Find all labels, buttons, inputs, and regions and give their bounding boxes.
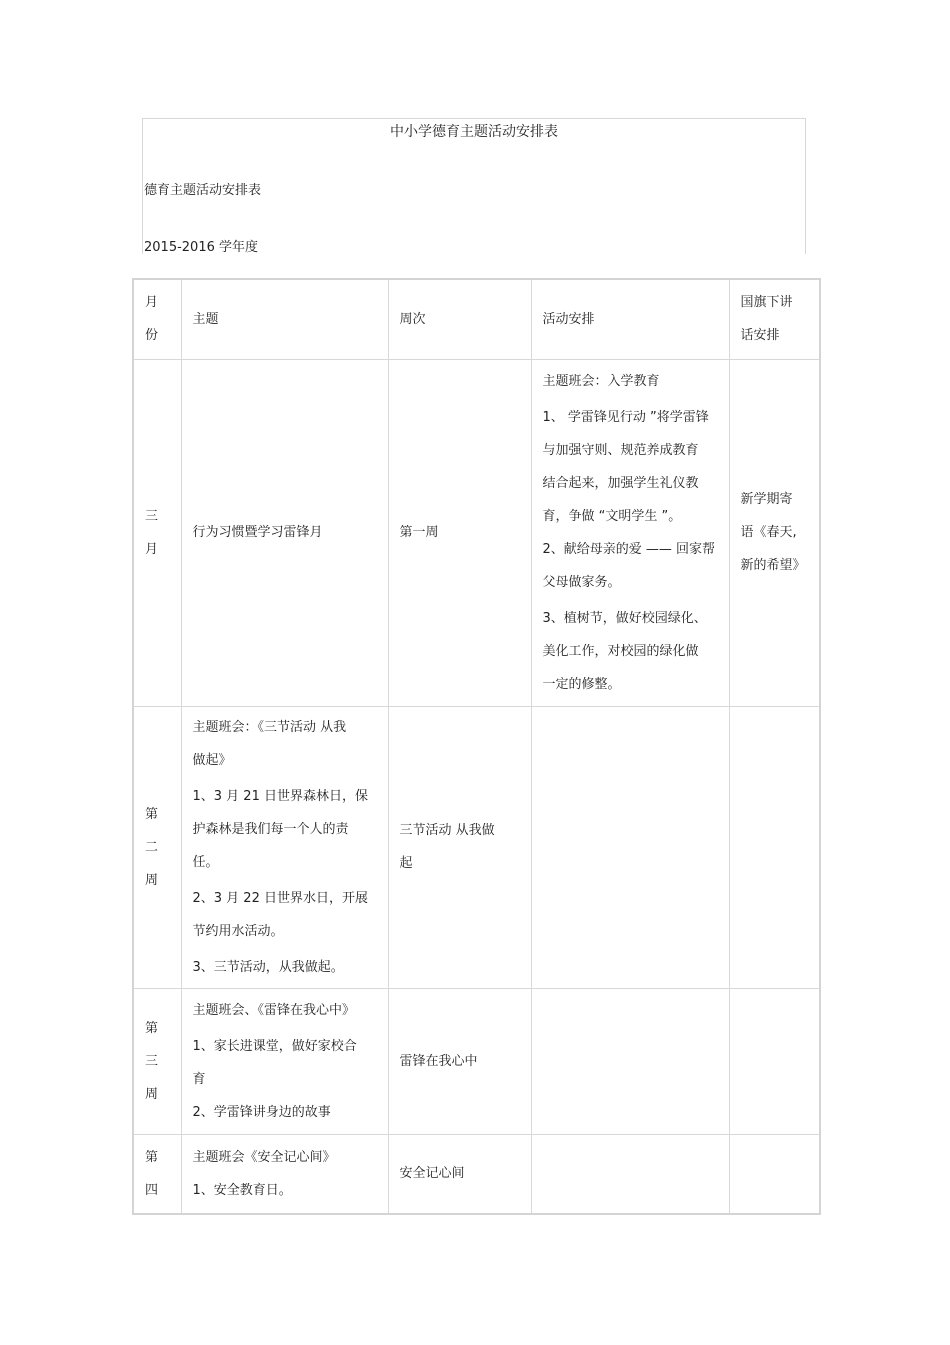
week-cell: 雷锋在我心中 xyxy=(388,988,531,1134)
activity-cell xyxy=(531,988,729,1134)
header-activity: 活动安排 xyxy=(531,279,729,359)
flag-speech-cell xyxy=(729,706,820,988)
table-row xyxy=(133,1134,820,1214)
table-header-row xyxy=(133,279,820,359)
header-flag-speech: 国旗下讲 话安排 xyxy=(729,279,820,359)
document-subtitle: 德育主题活动安排表 xyxy=(144,183,262,198)
week-cell: 安全记心间 xyxy=(388,1134,531,1214)
theme-cell: 主题班会《安全记心间》 1、安全教育日。 xyxy=(181,1134,388,1214)
table-row xyxy=(133,359,820,706)
activity-schedule-table xyxy=(132,278,821,1215)
week-cell: 三节活动 从我做 起 xyxy=(388,706,531,988)
month-cell: 第 四 xyxy=(133,1134,181,1214)
header-month: 月 份 xyxy=(133,279,181,359)
table-row xyxy=(133,988,820,1134)
school-year: 2015-2016 学年度 xyxy=(144,240,258,255)
theme-cell: 行为习惯暨学习雷锋月 xyxy=(181,359,388,706)
header-theme: 主题 xyxy=(181,279,388,359)
document-header xyxy=(142,118,806,254)
week-cell: 第一周 xyxy=(388,359,531,706)
table-row xyxy=(133,706,820,988)
month-cell: 第 二 周 xyxy=(133,706,181,988)
theme-cell: 主题班会、《雷锋在我心中》 1、家长进课堂，做好家校合 育 2、学雷锋讲身边的故事 xyxy=(181,988,388,1134)
activity-cell xyxy=(531,1134,729,1214)
activity-cell xyxy=(531,706,729,988)
activity-cell: 主题班会：入学教育 1、 学雷锋见行动 ”将学雷锋 与加强守则、规范养成教育 结合起来，加强学生礼仪教 育，争做 “文明学生 ”。 2、献给母亲的爱 —— 回家帮 父母做家务。 3、植树节，做好校园绿化、 美化工作，对校园的绿化做 一定的修整。 xyxy=(531,359,729,706)
flag-speech-cell xyxy=(729,1134,820,1214)
month-cell: 三 月 xyxy=(133,359,181,706)
flag-speech-cell xyxy=(729,988,820,1134)
document-title: 中小学德育主题活动安排表 xyxy=(390,124,558,140)
flag-speech-cell: 新学期寄 语《春天, 新的希望》 xyxy=(729,359,820,706)
header-week: 周次 xyxy=(388,279,531,359)
month-cell: 第 三 周 xyxy=(133,988,181,1134)
theme-cell: 主题班会：《三节活动 从我 做起》 1、3 月 21 日世界森林日，保 护森林是我们每一个人的责 任。 2、3 月 22 日世界水日，开展 节约用水活动。 3、三节活动，从我做起。 xyxy=(181,706,388,988)
